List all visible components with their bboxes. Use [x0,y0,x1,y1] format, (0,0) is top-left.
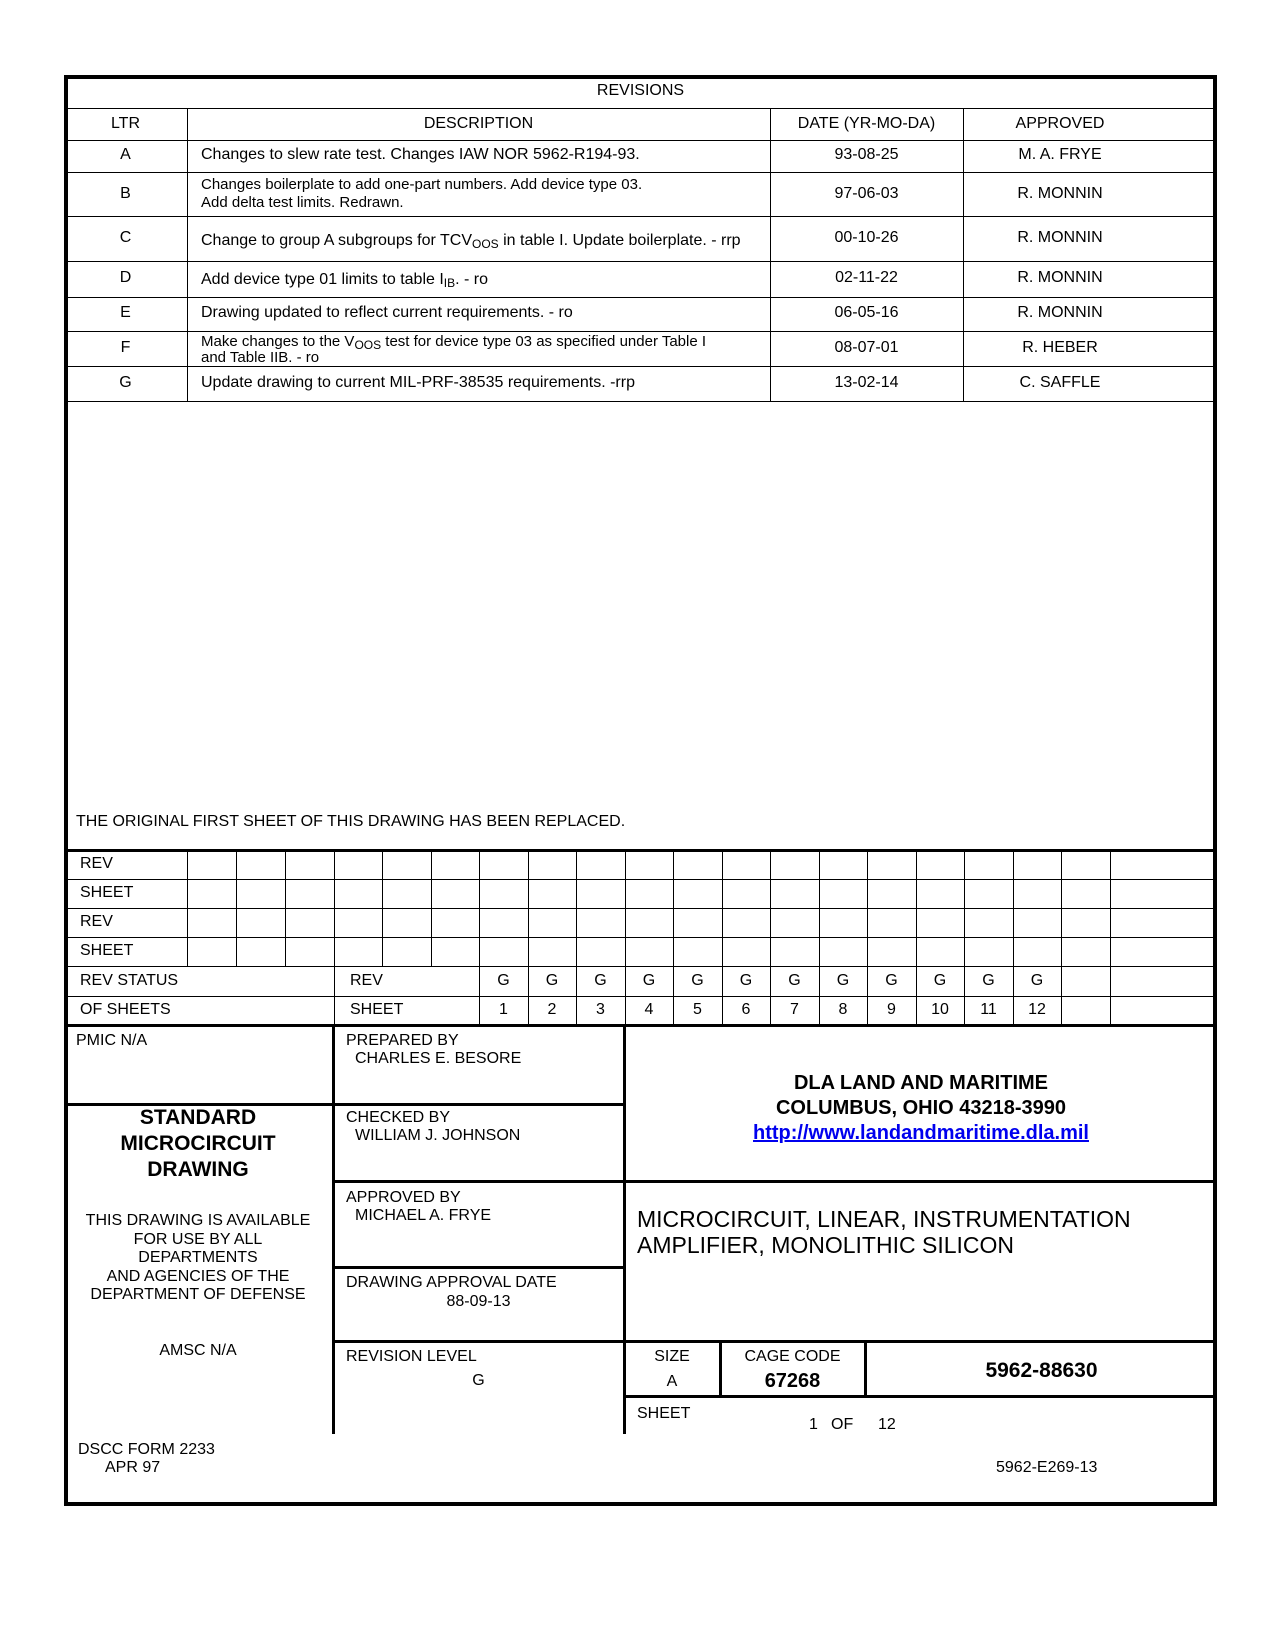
rev-ltr: F [120,339,131,356]
rev-status-cell: G [933,972,947,989]
rev-date: 97-06-03 [834,185,899,202]
sheet-total: 12 [878,1416,896,1433]
rev-ltr: D [119,269,132,286]
cage-code-label: CAGE CODE [744,1348,841,1365]
rev-approved: R. MONNIN [1017,269,1103,286]
sheet-number-cell: 1 [499,1001,508,1018]
sheet-label: SHEET [637,1405,691,1422]
rev-status-cell: G [788,972,801,989]
sheet-number-cell: 10 [931,1001,949,1018]
sheet-number-cell: 5 [693,1001,702,1018]
grid-rev-label: REV [80,913,113,930]
prepared-by: PREPARED BY CHARLES E. BESORE [346,1032,522,1067]
agency-url-link[interactable]: http://www.landandmaritime.dla.mil [753,1122,1089,1144]
rev-approved: R. MONNIN [1017,185,1103,202]
rev-ltr: C [119,229,132,246]
rev-status-cell: G [642,972,656,989]
cage-code: 67268 [764,1370,821,1392]
rev-approved: R. MONNIN [1017,229,1103,246]
sheet-number-cell: 3 [596,1001,605,1018]
agency-block: DLA LAND AND MARITIME COLUMBUS, OHIO 43218-3990 http://www.landandmaritime.dla.mil [753,1072,1089,1144]
approved-by: APPROVED BY MICHAEL A. FRYE [346,1189,492,1224]
sheet-number-cell: 7 [790,1001,799,1018]
header-ltr: LTR [110,115,141,132]
rev-status-cell: G [691,972,704,989]
rev-description: Update drawing to current MIL-PRF-38535 requirements. -rrp [201,374,635,391]
drawing-number: 5962-88630 [985,1359,1098,1382]
pmic-label: PMIC N/A [76,1032,148,1049]
rev-description-line1: Make changes to the $V_{OOS}$ test for device type 03 as specified under Table I [201,333,707,352]
header-date: DATE (YR-MO-DA) [797,115,936,132]
rev-description: Add device type 01 limits to table $I_{IB}$. - ro [201,271,489,290]
header-approved: APPROVED [1015,115,1105,132]
status-sheet-label: SHEET [350,1001,404,1018]
grid-sheet-label: SHEET [80,884,134,901]
grid-sheet-label: SHEET [80,942,134,959]
rev-description-line2: Add delta test limits. Redrawn. [201,194,404,211]
approval-date-label: DRAWING APPROVAL DATE [346,1274,557,1291]
rev-description: Drawing updated to reflect current requirements. - ro [201,304,573,321]
replaced-notice: THE ORIGINAL FIRST SHEET OF THIS DRAWING HAS BEEN REPLACED. [76,813,626,830]
amsc-label: AMSC N/A [159,1342,237,1359]
rev-date: 08-07-01 [834,339,899,356]
approval-date: 88-09-13 [446,1293,511,1310]
sheet-number-cell: 6 [741,1001,751,1018]
rev-ltr: B [120,185,131,202]
rev-date: 13-02-14 [834,374,899,391]
rev-status-cell: G [982,972,995,989]
drawing-title: MICROCIRCUIT, LINEAR, INSTRUMENTATION AMPLIFIER, MONOLITHIC SILICON [637,1206,1131,1258]
rev-date: 93-08-25 [834,146,899,163]
sheet-number: 1 [809,1416,818,1433]
rev-approved: C. SAFFLE [1019,374,1101,391]
rev-status-cell: G [545,972,559,989]
rev-ltr: E [120,304,131,321]
rev-status-label: REV STATUS [80,972,179,989]
rev-date: 02-11-22 [835,269,898,286]
rev-description-line1: Changes boilerplate to add one-part numbers. Add device type 03. [201,176,643,193]
form-id: DSCC FORM 2233 APR 97 [78,1441,215,1476]
rev-status-cell: G [885,972,898,989]
rev-status-cell: G [594,972,607,989]
sheet-of: OF [831,1416,854,1433]
rev-approved: R. HEBER [1022,339,1098,356]
sheet-number-cell: 2 [547,1001,557,1018]
revisions-title: REVISIONS [596,82,685,99]
header-description: DESCRIPTION [423,115,534,132]
rev-status-cell: G [497,972,510,989]
sheet-number-cell: 8 [838,1001,848,1018]
of-sheets-label: OF SHEETS [80,1001,171,1018]
sheet-number-cell: 11 [980,1001,997,1018]
rev-date: 06-05-16 [834,304,899,321]
sheet-number-cell: 9 [887,1001,896,1018]
grid-rev-label: REV [80,855,113,872]
size-label: SIZE [654,1348,690,1365]
sheet-number-cell: 4 [644,1001,654,1018]
status-rev-label: REV [350,972,383,989]
sheet-number-cell: 12 [1028,1001,1046,1018]
standard-title: STANDARD MICROCIRCUIT DRAWING [120,1106,276,1181]
document-id: 5962-E269-13 [996,1459,1098,1476]
availability-note: THIS DRAWING IS AVAILABLE FOR USE BY ALL DEPARTMENTS AND AGENCIES OF THE DEPARTMENT OF DEFENSE [85,1212,311,1303]
revision-level: G [472,1372,485,1389]
rev-date: 00-10-26 [834,229,899,246]
checked-by: CHECKED BY WILLIAM J. JOHNSON [346,1109,521,1144]
rev-approved: R. MONNIN [1017,304,1103,321]
rev-approved: M. A. FRYE [1018,146,1102,163]
rev-ltr: A [120,146,131,163]
rev-ltr: G [119,374,132,391]
rev-status-cell: G [739,972,753,989]
rev-status-cell: G [1030,972,1044,989]
size-value: A [666,1373,678,1390]
rev-description: Changes to slew rate test. Changes IAW NOR 5962-R194-93. [201,146,640,163]
rev-status-cell: G [836,972,850,989]
revision-level-label: REVISION LEVEL [346,1348,477,1365]
rev-description-line2: and Table IIB. - ro [201,349,320,366]
rev-description: Change to group A subgroups for $TCV_{OOS}$ in table I. Update boilerplate. - rrp [201,232,741,251]
